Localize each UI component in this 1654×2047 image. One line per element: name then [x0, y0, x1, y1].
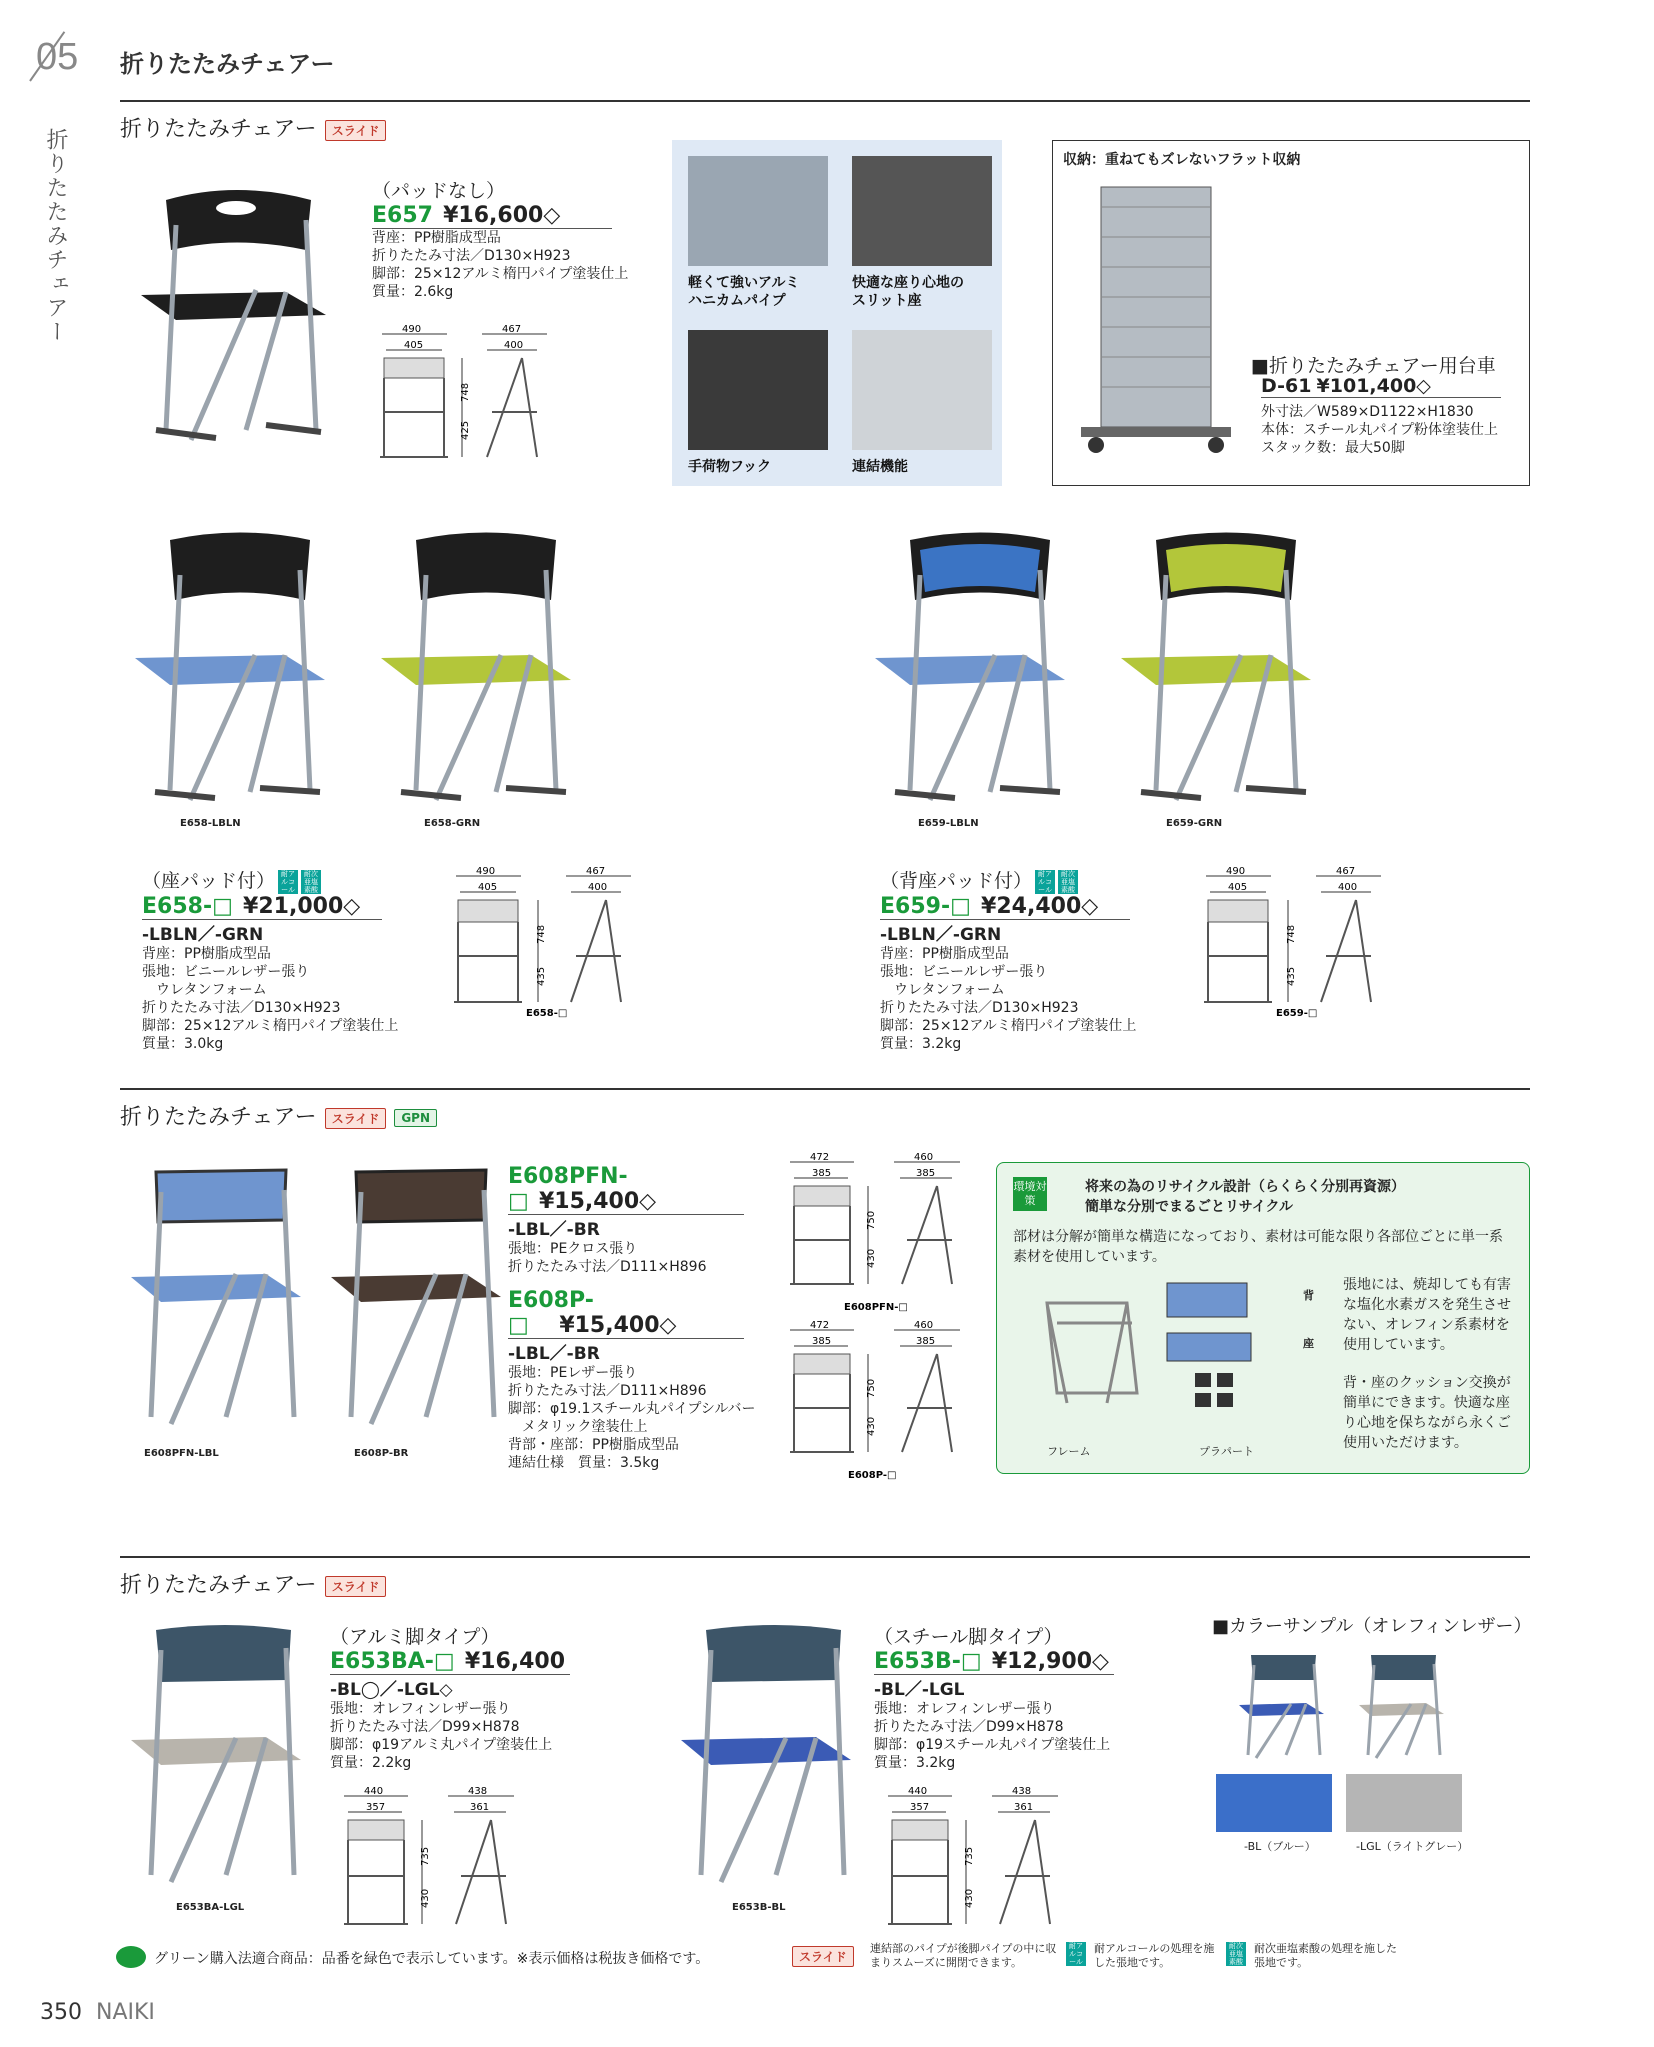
divider [120, 1088, 1530, 1090]
spec-line: 折りたたみ寸法／D111×H896 [508, 1383, 707, 1399]
dimension-diagram-e608p [782, 1318, 972, 1490]
dim-height: 750 [866, 1378, 877, 1398]
frame-label: フレーム [1047, 1445, 1091, 1458]
spec-line: 本体：スチール丸パイプ粉体塗装仕上 [1261, 422, 1499, 438]
slit-seat-image [852, 156, 992, 266]
divider [120, 100, 1530, 102]
cart-title: ■折りたたみチェアー用台車 [1251, 355, 1496, 377]
spec-line: 背座：PP樹脂成型品 [372, 230, 501, 246]
back-label: 背 [1303, 1289, 1314, 1302]
cart-image [1081, 177, 1231, 461]
swatch-bl [1216, 1774, 1332, 1832]
dimension-diagram-e658 [446, 864, 646, 1023]
spec-line: 張地：PEレザー張り [508, 1365, 638, 1381]
dimension-diagram-e657 [372, 322, 572, 471]
spec-line: ウレタンフォーム [142, 981, 267, 998]
product-e608pfn [508, 1164, 744, 1276]
feature-caption: 快適な座り心地の スリット座 [852, 275, 964, 309]
variant-label: （アルミ脚タイプ） [330, 1626, 500, 1648]
spec-line: スタック数：最大50脚 [1261, 440, 1405, 456]
divider [120, 1556, 1530, 1558]
spec-line: 張地：オレフィンレザー張り [330, 1701, 511, 1717]
product-code: E653B-□ [874, 1649, 982, 1674]
gpn-tag: GPN [394, 1109, 437, 1127]
cart-specs [1261, 403, 1498, 457]
product-e658 [142, 866, 398, 1053]
color-codes: -LBL／-BR [508, 1344, 600, 1364]
product-price: ¥12,900◇ [991, 1649, 1109, 1674]
vertical-title: 折りたたみチェアー [43, 128, 68, 344]
spec-line: 背座：PP樹脂成型品 [880, 945, 1009, 962]
spec-line: 折りたたみ寸法／D130×H923 [880, 999, 1079, 1016]
photo-caption: E653BA-LGL [176, 1902, 245, 1913]
dimension-diagram-e653b [880, 1784, 1070, 1936]
dim-width-inner: 385 [812, 1336, 832, 1347]
dim-width: 490 [476, 866, 496, 877]
swatch-label: -BL（ブルー） [1244, 1840, 1316, 1853]
dim-width: 490 [1226, 866, 1246, 877]
photo-caption: E653B-BL [732, 1902, 786, 1913]
dim-width: 440 [908, 1786, 928, 1797]
dim-depth-inner: 385 [916, 1336, 936, 1347]
dim-seat-height: 430 [420, 1888, 431, 1908]
product-price: ¥21,000◇ [243, 893, 361, 919]
photo-caption: E658-GRN [424, 818, 481, 829]
product-code: E653BA-□ [330, 1649, 455, 1674]
variant-label: （座パッド付） [142, 870, 276, 892]
dim-width-inner: 405 [404, 340, 424, 351]
recycle-heading: 将来の為のリサイクル設計（らくらく分別再資源） 簡単な分別でまるごとリサイクル [1085, 1179, 1406, 1215]
parts-label: プラパート [1199, 1445, 1254, 1458]
dim-height: 748 [460, 382, 471, 402]
slide-tag: スライド [325, 1576, 387, 1597]
spec-line: 脚部：25×12アルミ楕円パイプ塗装仕上 [142, 1017, 399, 1034]
spec-line: 質量：3.0kg [142, 1035, 224, 1052]
honeycomb-pipe-image [688, 156, 828, 266]
product-code: E657 [372, 203, 433, 228]
storage-note: 収納：重ねてもズレないフラット収納 [1063, 152, 1301, 168]
photo-caption: E659-LBLN [918, 818, 979, 829]
chair-photo-e658-grn [376, 530, 576, 810]
product-price: ¥15,400◇ [538, 1189, 657, 1214]
product-price: ¥15,400◇ [559, 1313, 677, 1338]
dim-height: 748 [1286, 924, 1297, 944]
recycle-info-box [996, 1162, 1530, 1474]
cart-box [1052, 140, 1530, 486]
dim-height: 735 [420, 1846, 431, 1866]
slide-tag: スライド [792, 1946, 854, 1967]
photo-caption: E658-LBLN [180, 818, 241, 829]
dim-depth-inner: 361 [470, 1802, 490, 1813]
spec-line: 折りたたみ寸法／D99×H878 [330, 1719, 520, 1735]
dim-depth: 460 [914, 1152, 934, 1163]
spec-line: 脚部：φ19アルミ丸パイプ塗装仕上 [330, 1737, 553, 1753]
chlorine-badge: 耐次亜塩素酸 [1058, 870, 1078, 894]
dim-depth-inner: 361 [1014, 1802, 1034, 1813]
green-logo-icon [116, 1946, 146, 1968]
product-code: E608P-□ [508, 1288, 594, 1338]
dim-width-inner: 357 [366, 1802, 386, 1813]
dim-width-inner: 405 [478, 882, 498, 893]
spec-line: 質量：2.2kg [330, 1755, 412, 1771]
chair-photo-e658-lbln [130, 530, 330, 810]
dim-width-inner: 385 [812, 1168, 832, 1179]
feature-caption: 軽くて強いアルミ ハニカムパイプ [688, 275, 800, 309]
photo-caption: E608P-BR [354, 1448, 409, 1459]
product-price: ¥16,600◇ [443, 203, 561, 228]
feature-panel [672, 140, 1002, 486]
spec-line: 背部・座部：PP樹脂成型品 [508, 1437, 679, 1453]
eco-badge: 環境対策 [1013, 1177, 1047, 1211]
alcohol-badge: 耐アルコール [1035, 870, 1055, 894]
spec-line: 連結仕様 質量：3.5kg [508, 1455, 660, 1471]
alcohol-note: 耐アルコールの処理を施した張地です。 [1094, 1942, 1215, 1969]
dim-width-inner: 357 [910, 1802, 930, 1813]
dim-height: 735 [964, 1846, 975, 1866]
dim-depth: 467 [1336, 866, 1356, 877]
chlorine-badge: 耐次亜塩素酸 [301, 870, 321, 894]
spec-line: 脚部：25×12アルミ楕円パイプ塗装仕上 [880, 1017, 1137, 1034]
spec-line: 張地：PEクロス張り [508, 1241, 638, 1257]
photo-caption: E659-GRN [1166, 818, 1223, 829]
feature-caption: 連結機能 [852, 459, 908, 475]
dimension-diagram-e608pfn [782, 1150, 972, 1322]
slide-note: 連結部のパイプが後脚パイプの中に収まりスムーズに開閉できます。 [870, 1942, 1057, 1969]
color-codes: -BL／-LGL [874, 1680, 965, 1700]
section-title: 折りたたみチェアー スライド [120, 112, 386, 143]
swatch-lgl [1346, 1774, 1462, 1832]
dimension-diagram-e653ba [336, 1784, 526, 1936]
slide-tag: スライド [325, 120, 387, 141]
feature-caption: 手荷物フック [688, 459, 772, 475]
chair-photo-e659-lbln [870, 530, 1070, 810]
variant-label: （スチール脚タイプ） [874, 1626, 1063, 1648]
hook-image [688, 330, 828, 450]
dim-depth-inner: 385 [916, 1168, 936, 1179]
spec-line: 張地：ビニールレザー張り [880, 963, 1048, 980]
frame-illustration [1027, 1273, 1267, 1437]
spec-line: 質量：3.2kg [874, 1755, 956, 1771]
dim-seat-height: 435 [1286, 966, 1297, 986]
dim-seat-height: 430 [866, 1416, 877, 1436]
chair-photo-e608pfn-lbl [126, 1162, 306, 1432]
product-price: ¥24,400◇ [981, 893, 1099, 919]
section-number: 05 [36, 36, 79, 78]
chair-photo-e653ba-lgl [126, 1620, 306, 1890]
chair-photo-e653b-bl [676, 1620, 856, 1890]
chlorine-badge: 耐次亜塩素酸 [1226, 1942, 1246, 1966]
product-e653b [874, 1622, 1114, 1772]
recycle-para2: 背・座のクッション交換が簡単にできます。快適な座り心地を保ちながら永くご使用いただけます。 [1343, 1375, 1511, 1451]
dim-seat-height: 435 [536, 966, 547, 986]
spec-line: 脚部：25×12アルミ楕円パイプ塗装仕上 [372, 266, 629, 282]
spec-line: メタリック塗装仕上 [508, 1419, 648, 1435]
product-price: ¥16,400 [464, 1649, 566, 1674]
product-code: E659-□ [880, 893, 971, 919]
dim-depth-inner: 400 [504, 340, 524, 351]
alcohol-badge: 耐アルコール [278, 870, 298, 894]
color-codes: -BL◯／-LGL◇ [330, 1680, 453, 1700]
chair-photo-e659-grn [1116, 530, 1316, 810]
diagram-label: E658-□ [526, 1008, 568, 1019]
spec-line: 折りたたみ寸法／D111×H896 [508, 1259, 707, 1275]
dim-depth-inner: 400 [588, 882, 608, 893]
product-e608p [508, 1288, 756, 1472]
product-code: E608PFN-□ [508, 1164, 628, 1214]
dim-width: 472 [810, 1320, 830, 1331]
section-title: 折りたたみチェアー スライド [120, 1568, 386, 1599]
spec-line: 質量：2.6kg [372, 284, 454, 300]
page-number: 350 NAIKI [40, 2000, 155, 2025]
diagram-label: E608PFN-□ [844, 1302, 908, 1313]
product-code: E658-□ [142, 893, 233, 919]
dim-depth: 467 [502, 324, 522, 335]
seat-label: 座 [1303, 1337, 1314, 1350]
spec-line: 折りたたみ寸法／D99×H878 [874, 1719, 1064, 1735]
chair-photo-e657 [136, 180, 336, 450]
cart-code: D-61 [1261, 375, 1312, 397]
dim-seat-height: 430 [866, 1248, 877, 1268]
spec-line: 張地：オレフィンレザー張り [874, 1701, 1055, 1717]
dim-height: 748 [536, 924, 547, 944]
diagram-label: E608P-□ [848, 1470, 897, 1481]
spec-line: 脚部：φ19スチール丸パイプ塗装仕上 [874, 1737, 1111, 1753]
photo-caption: E608PFN-LBL [144, 1448, 219, 1459]
spec-line: 外寸法／W589×D1122×H1830 [1261, 404, 1474, 420]
dim-seat-height: 430 [964, 1888, 975, 1908]
dim-width-inner: 405 [1228, 882, 1248, 893]
diagram-label: E659-□ [1276, 1008, 1318, 1019]
color-codes: -LBLN／-GRN [142, 924, 264, 945]
dim-depth: 467 [586, 866, 606, 877]
dim-width: 472 [810, 1152, 830, 1163]
chlorine-note: 耐次亜塩素酸の処理を施した張地です。 [1254, 1942, 1397, 1969]
color-sample-chair-lgl [1356, 1650, 1446, 1764]
slide-tag: スライド [325, 1108, 387, 1129]
spec-line: 張地：ビニールレザー張り [142, 963, 310, 980]
chair-photo-e608p-br [326, 1162, 506, 1432]
spec-line: 折りたたみ寸法／D130×H923 [142, 999, 341, 1016]
spec-line: ウレタンフォーム [880, 981, 1005, 998]
spec-line: 折りたたみ寸法／D130×H923 [372, 248, 571, 264]
dim-depth: 438 [1012, 1786, 1032, 1797]
recycle-lead: 部材は分解が簡単な構造になっており、素材は可能な限り各部位ごとに単一系素材を使用しています。 [1013, 1229, 1503, 1265]
product-e653ba [330, 1622, 570, 1772]
spec-line: 質量：3.2kg [880, 1035, 962, 1052]
dim-width: 490 [402, 324, 422, 335]
color-codes: -LBLN／-GRN [880, 924, 1002, 945]
dim-seat-height: 425 [460, 420, 471, 440]
variant-label: （背座パッド付） [880, 870, 1033, 892]
recycle-para1: 張地には、焼却しても有害な塩化水素ガスを発生させない、オレフィン系素材を使用しています。 [1343, 1277, 1511, 1353]
alcohol-badge: 耐アルコール [1066, 1942, 1086, 1966]
section-title: 折りたたみチェアー スライド GPN [120, 1100, 437, 1131]
dimension-diagram-e659 [1196, 864, 1396, 1023]
dim-height: 750 [866, 1210, 877, 1230]
swatch-label: -LGL（ライトグレー） [1356, 1840, 1469, 1853]
product-e657 [372, 176, 628, 301]
dim-depth: 460 [914, 1320, 934, 1331]
product-e659 [880, 866, 1136, 1053]
green-purchase-note: グリーン購入法適合商品：品番を緑色で表示しています。※表示価格は税抜き価格です。 [154, 1951, 710, 1967]
dim-width: 440 [364, 1786, 384, 1797]
color-sample-chair-bl [1236, 1650, 1326, 1764]
variant-label: （パッドなし） [372, 180, 506, 202]
brand: NAIKI [96, 2000, 155, 2025]
dim-depth: 438 [468, 1786, 488, 1797]
link-function-image [852, 330, 992, 450]
spec-line: 背座：PP樹脂成型品 [142, 945, 271, 962]
page-title: 折りたたみチェアー [120, 50, 335, 78]
cart-price: ¥101,400◇ [1316, 375, 1431, 397]
dim-depth-inner: 400 [1338, 882, 1358, 893]
spec-line: 脚部：φ19.1スチール丸パイプシルバー [508, 1401, 756, 1417]
color-sample-title: ■カラーサンプル（オレフィンレザー） [1212, 1616, 1532, 1637]
color-codes: -LBL／-BR [508, 1220, 600, 1240]
